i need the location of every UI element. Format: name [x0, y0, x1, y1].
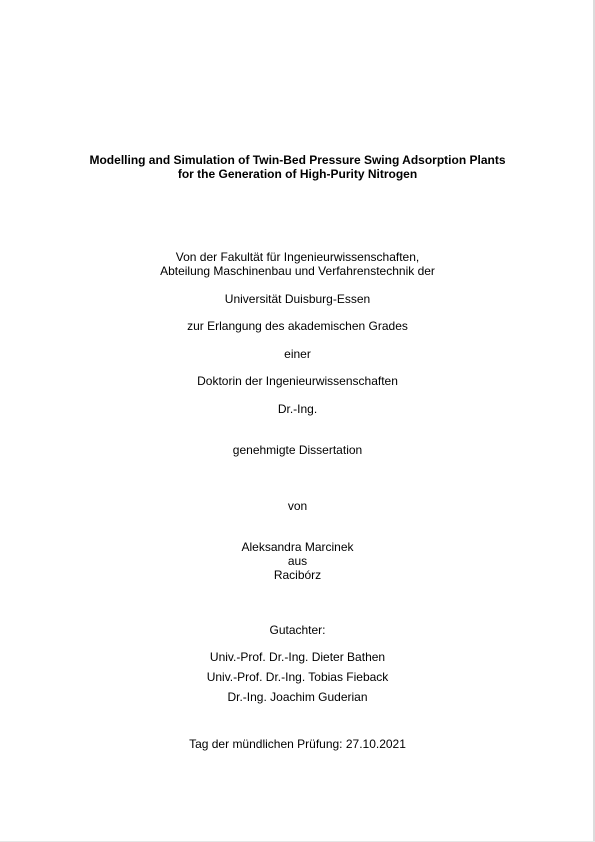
degree-abbreviation: Dr.-Ing. — [277, 402, 318, 416]
reviewer-3: Dr.-Ing. Joachim Guderian — [227, 690, 368, 704]
thesis-title-line-2: for the Generation of High-Purity Nitrogen — [177, 167, 418, 181]
author-hometown: Racibórz — [273, 568, 322, 582]
approved-dissertation: genehmigte Dissertation — [232, 443, 363, 457]
reviewers-heading: Gutachter: — [269, 623, 326, 637]
author-name: Aleksandra Marcinek — [241, 540, 354, 554]
by-text: von — [287, 499, 308, 513]
reviewer-1: Univ.-Prof. Dr.-Ing. Dieter Bathen — [209, 650, 386, 664]
degree-name: Doktorin der Ingenieurwissenschaften — [197, 374, 398, 388]
faculty-line-2: Abteilung Maschinenbau und Verfahrenstechnik der — [160, 264, 435, 278]
from-text: aus — [287, 554, 308, 568]
faculty-line-1: Von der Fakultät für Ingenieurwissenschaften, — [175, 250, 420, 264]
university-name: Universität Duisburg-Essen — [224, 292, 371, 306]
thesis-title-line-1: Modelling and Simulation of Twin-Bed Pressure Swing Adsorption Plants — [89, 153, 506, 167]
reviewer-2: Univ.-Prof. Dr.-Ing. Tobias Fieback — [206, 670, 389, 684]
article-text: einer — [284, 347, 311, 361]
oral-exam-date: Tag der mündlichen Prüfung: 27.10.2021 — [189, 737, 406, 751]
degree-purpose: zur Erlangung des akademischen Grades — [187, 319, 408, 333]
